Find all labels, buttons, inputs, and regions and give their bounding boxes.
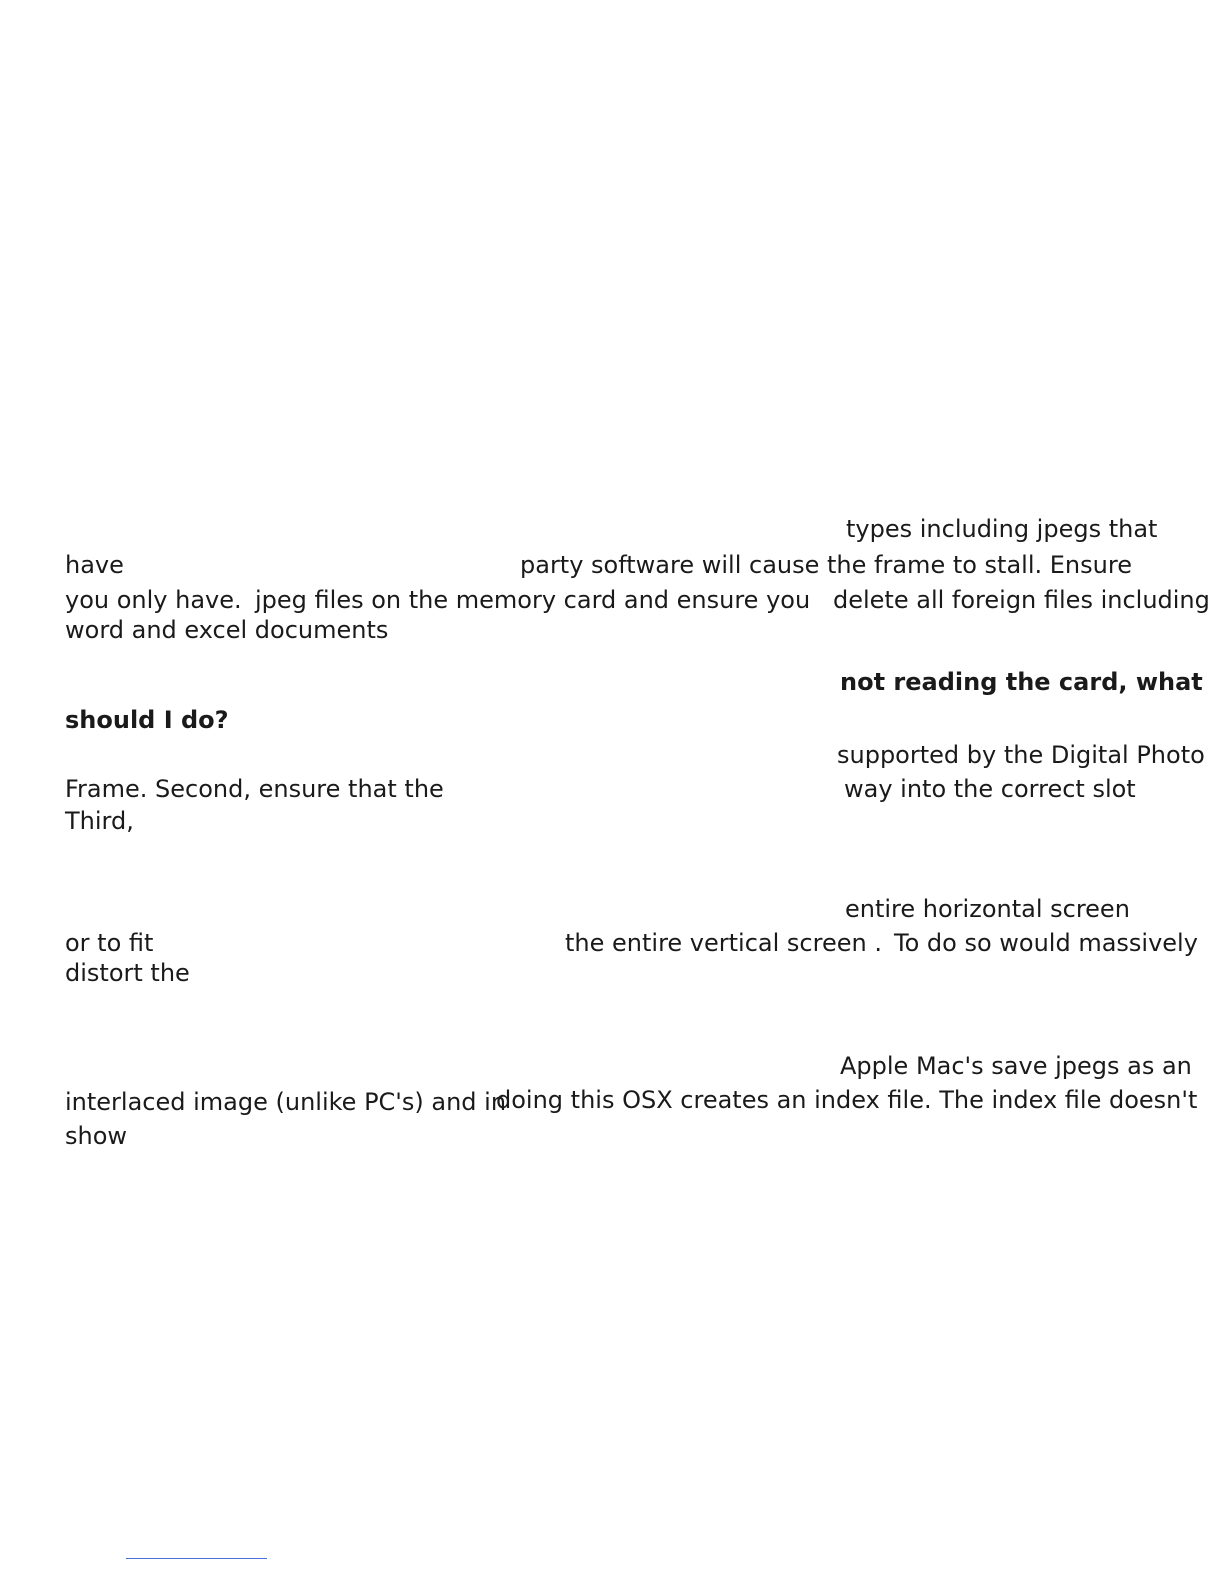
p3-line1-right: entire horizontal screen [845,895,1130,923]
p3-line2-mid: the entire vertical screen . [565,929,882,957]
p3-line3: distort the [65,959,190,987]
p1-line3-mid: jpeg files on the memory card and ensure you [255,586,811,614]
p2-line2-left: Frame. Second, ensure that the [65,775,444,803]
p4-line2-right: doing this OSX creates an index file. The index file doesn't [496,1086,1198,1114]
p1-line3-left: you only have. [65,586,242,614]
question-line2: should I do? [65,706,229,734]
footnote-rule [126,1558,267,1559]
p2-line3: Third, [65,807,134,835]
question-line1-right: not reading the card, what [840,668,1203,696]
p1-line2-left: have [65,551,124,579]
p1-line4: word and excel documents [65,616,389,644]
p1-line1-right: types including jpegs that [846,515,1158,543]
p4-line3: show [65,1122,128,1150]
p2-line1-right: supported by the Digital Photo [837,741,1205,769]
p3-line2-left: or to fit [65,929,154,957]
p3-line2-right: To do so would massively [894,929,1198,957]
p4-line1-right: Apple Mac's save jpegs as an [840,1052,1192,1080]
p1-line3-right: delete all foreign files including [833,586,1210,614]
p1-line2-right: party software will cause the frame to stall. Ensure [520,551,1132,579]
p4-line2-left: interlaced image (unlike PC's) and in [65,1088,507,1116]
p2-line2-right: way into the correct slot [844,775,1136,803]
